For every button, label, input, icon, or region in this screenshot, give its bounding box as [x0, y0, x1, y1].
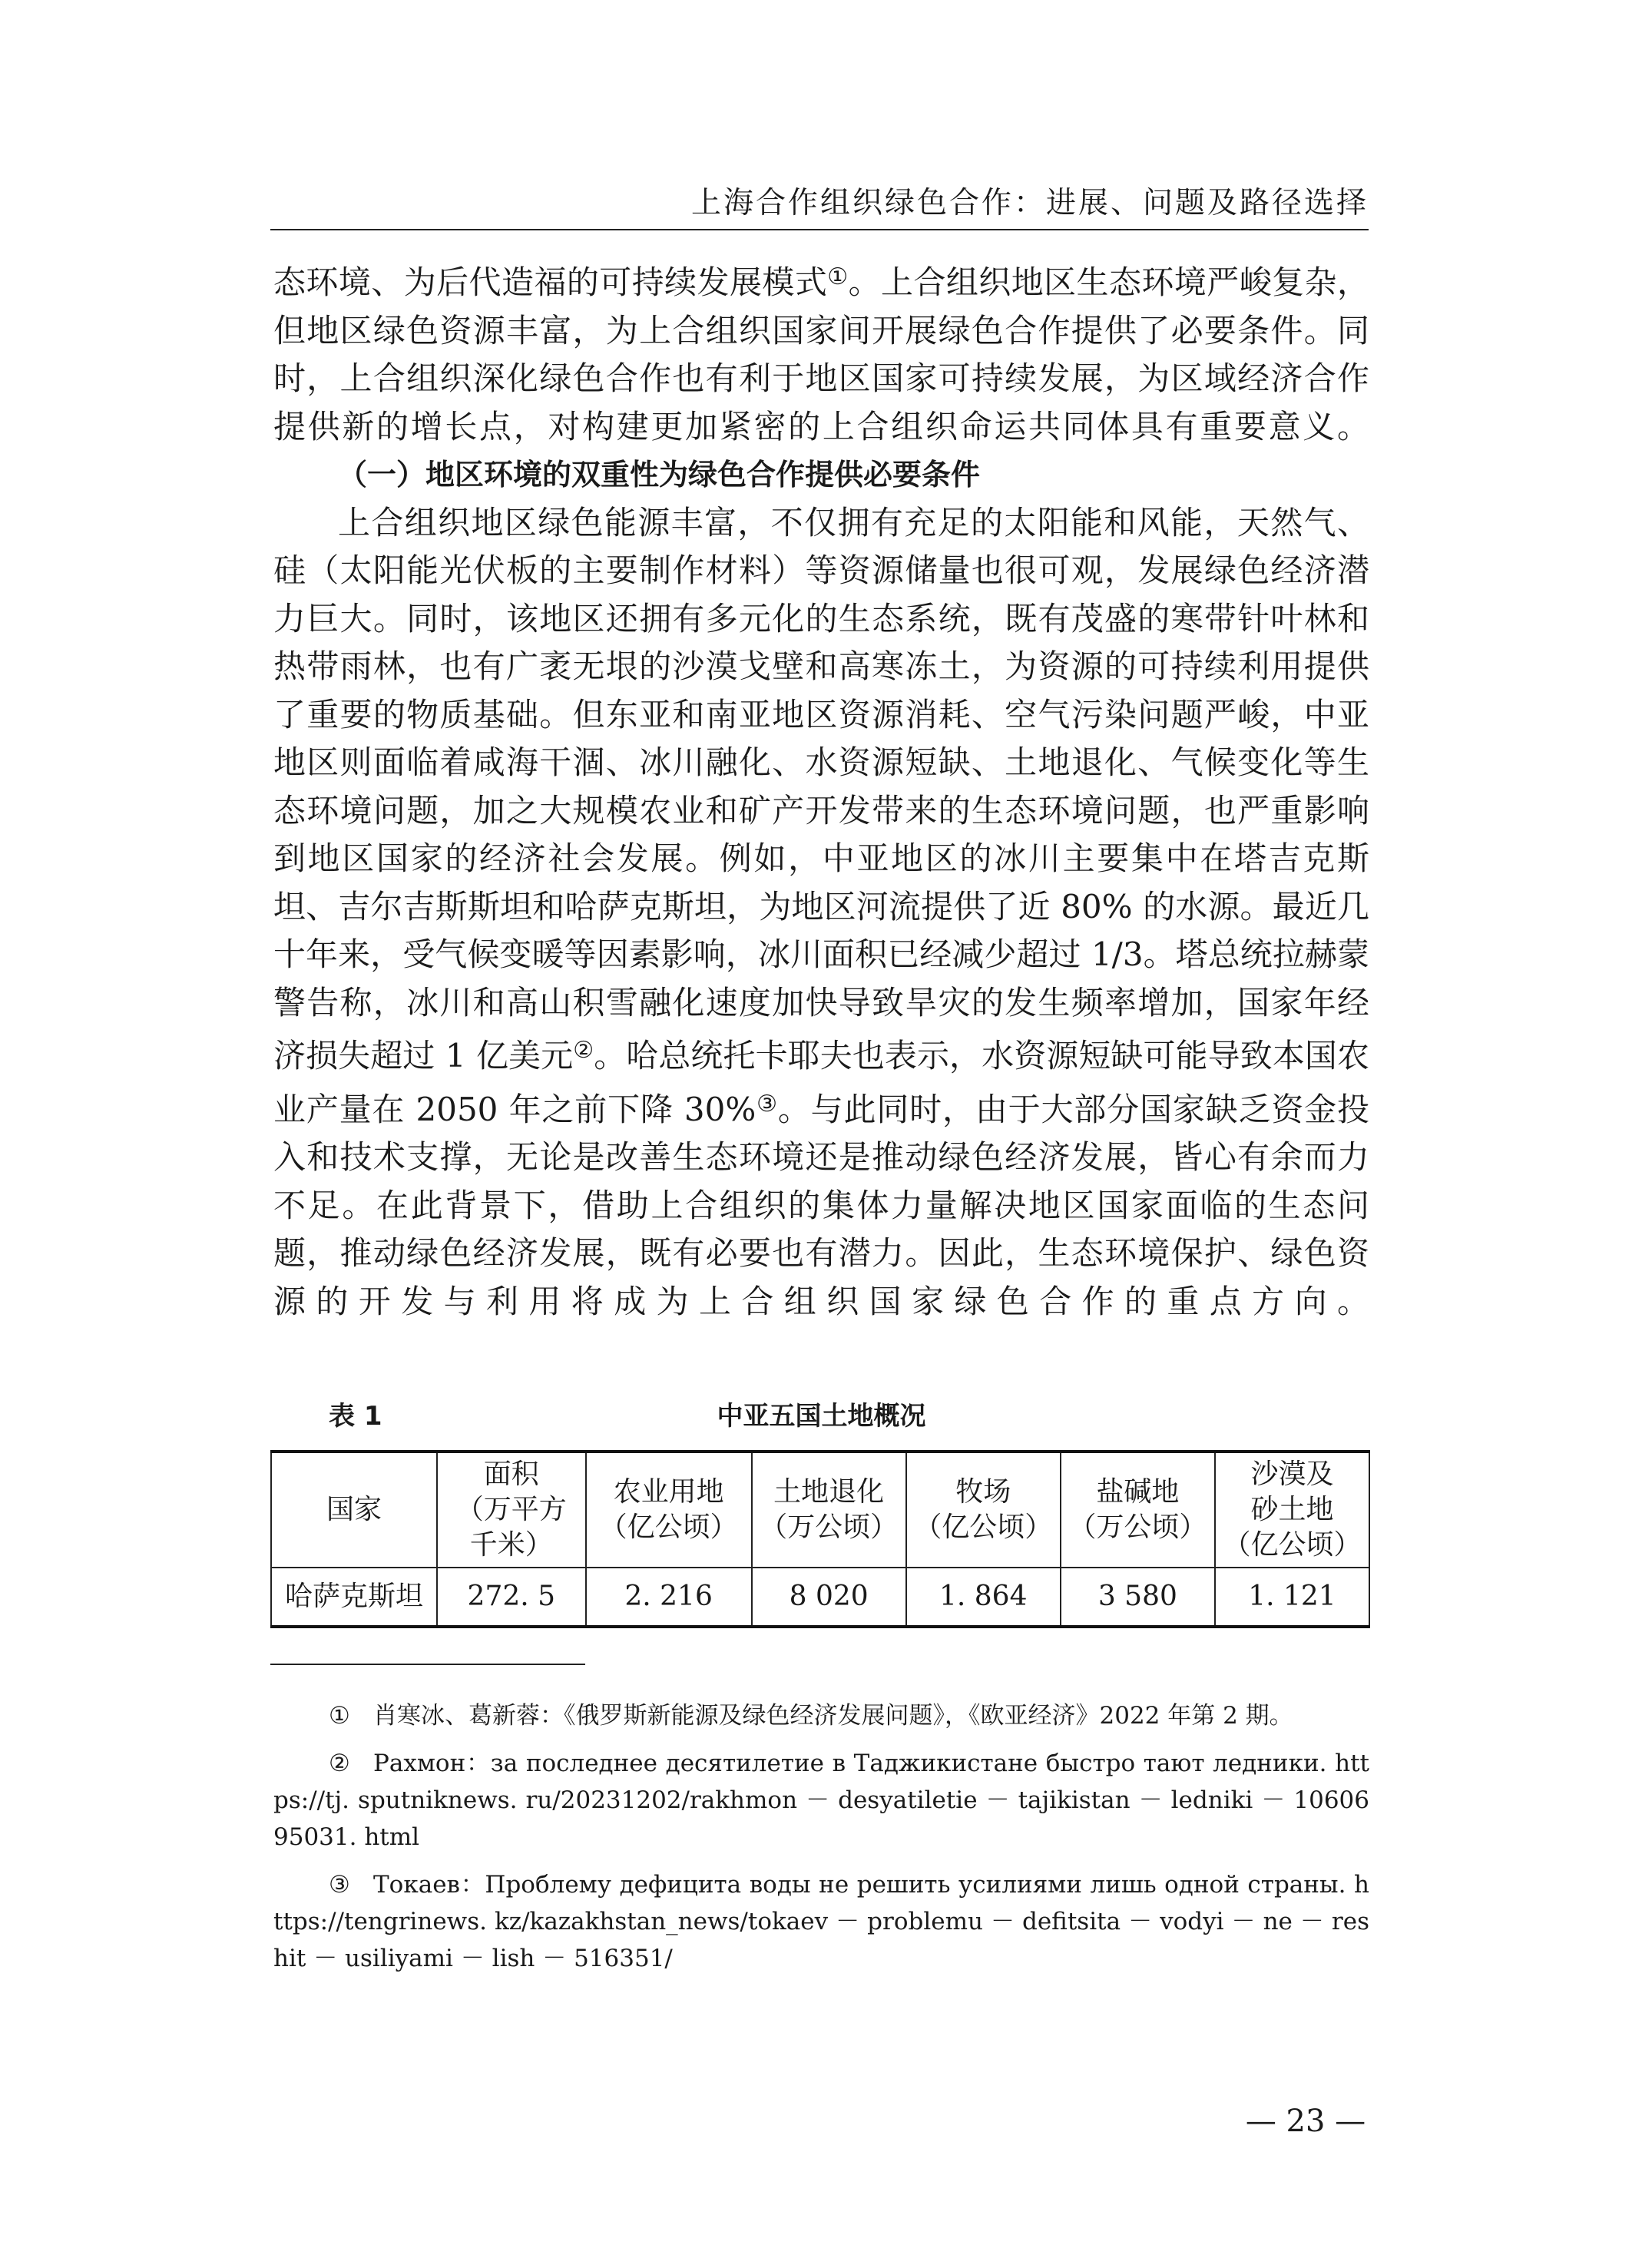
table-row	[271, 1568, 1369, 1627]
page-number: — 23 —	[1245, 2104, 1366, 2139]
section-title: （一）地区环境的双重性为绿色合作提供必要条件	[338, 458, 981, 492]
paragraph-intro-text-a: 态环境、为后代造福的可持续发展模式	[273, 263, 828, 301]
footnote-mark-3: ③	[756, 1090, 778, 1117]
footnote-number: ①	[329, 1702, 350, 1730]
cell-agricultural-land: 2. 216	[586, 1568, 752, 1627]
col-header-country: 国家	[271, 1452, 437, 1568]
footnote-rule	[270, 1664, 585, 1665]
table-header-row	[271, 1452, 1369, 1568]
footnote	[273, 1866, 1369, 1977]
paragraph-main-text-c: 。与此同时，由于大部分国家缺乏资金投入和技术支撑，无论是改善生态环境还是推动绿色经济发展，皆心有余而力不足。在此背景下，借助上合组织的集体力量解决地区国家面临的生态问题，推动绿色经济发展，既有必要也有潜力。因此，生态环境保护、绿色资源的开发与利用将成为上合组织国家绿色合作的重点方向。	[273, 1090, 1369, 1320]
footnote-number: ②	[329, 1750, 350, 1777]
col-header-area: 面积 （万平方 千米）	[437, 1452, 586, 1568]
col-header-desert-land: 沙漠及 砂土地 （亿公顷）	[1215, 1452, 1369, 1568]
paragraph-intro	[273, 253, 1369, 451]
footnote-text: Токаев：Проблему дефицита воды не решить усилиями лишь одной страны. https://tengrinews. kz/kazakhstan_news/tokaev － problemu － defitsita － vodyi － ne － reshit － usiliyami － lish － 516351/	[273, 1871, 1369, 1972]
header-rule	[270, 229, 1369, 230]
cell-desert-land: 1. 121	[1215, 1568, 1369, 1627]
footnotes	[273, 1697, 1369, 1988]
paragraph-main-text-a: 上合组织地区绿色能源丰富，不仅拥有充足的太阳能和风能，天然气、硅（太阳能光伏板的主要制作材料）等资源储量也很可观，发展绿色经济潜力巨大。同时，该地区还拥有多元化的生态系统，既有茂盛的寒带针叶林和热带雨林，也有广袤无垠的沙漠戈壁和高寒冻土，为资源的可持续利用提供了重要的物质基础。但东亚和南亚地区资源消耗、空气污染问题严峻，中亚地区则面临着咸海干涸、冰川融化、水资源短缺、土地退化、气候变化等生态环境问题，加之大规模农业和矿产开发带来的生态环境问题，也严重影响到地区国家的经济社会发展。例如，中亚地区的冰川主要集中在塔吉克斯坦、吉尔吉斯斯坦和哈萨克斯坦，为地区河流提供了近 80% 的水源。最近几十年来，受气候变暖等因素影响，冰川面积已经减少超过 1/3。塔总统拉赫蒙警告称，冰川和高山积雪融化速度加快导致旱灾的发生频率增加，国家年经济损失超过 1 亿美元	[273, 503, 1369, 1074]
paragraph-main-text-b: 。哈总统托卡耶夫也表示，水资源短缺可能导致本国农业产量在 2050 年之前下降 30%	[273, 1037, 1369, 1128]
body-text	[273, 253, 1369, 1326]
land-table	[270, 1450, 1370, 1628]
footnote-number: ③	[329, 1871, 350, 1899]
col-header-saline-land: 盐碱地 （万公顷）	[1061, 1452, 1215, 1568]
table-label: 表 1	[329, 1401, 382, 1432]
cell-country: 哈萨克斯坦	[271, 1568, 437, 1627]
footnote-mark-2: ②	[573, 1037, 594, 1064]
running-head: 上海合作组织绿色合作：进展、问题及路径选择	[690, 186, 1369, 220]
cell-pasture: 1. 864	[906, 1568, 1061, 1627]
footnote	[273, 1745, 1369, 1856]
cell-land-degradation: 8 020	[752, 1568, 906, 1627]
cell-area: 272. 5	[437, 1568, 586, 1627]
col-header-land-degradation: 土地退化 （万公顷）	[752, 1452, 906, 1568]
col-header-agricultural-land: 农业用地 （亿公顷）	[586, 1452, 752, 1568]
paragraph-main	[273, 499, 1369, 1326]
table-title: 中亚五国土地概况	[717, 1401, 926, 1432]
cell-saline-land: 3 580	[1061, 1568, 1215, 1627]
footnote-mark-1: ①	[827, 263, 849, 290]
col-header-pasture: 牧场 （亿公顷）	[906, 1452, 1061, 1568]
paragraph-intro-text-b: 。上合组织地区生态环境严峻复杂，但地区绿色资源丰富，为上合组织国家间开展绿色合作提供了必要条件。同时，上合组织深化绿色合作也有利于地区国家可持续发展，为区域经济合作提供新的增长点，对构建更加紧密的上合组织命运共同体具有重要意义。	[273, 263, 1369, 445]
footnote-text: 肖寒冰、葛新蓉：《俄罗斯新能源及绿色经济发展问题》，《欧亚经济》2022 年第 2 期。	[373, 1702, 1293, 1730]
footnote	[273, 1697, 1369, 1734]
footnote-text: Рахмон：за последнее десятилетие в Таджикистане быстро тают ледники. https://tj. sputniknews. ru/20231202/rakhmon － desyatiletie － tajikistan － ledniki － 1060695031. html	[273, 1750, 1369, 1851]
